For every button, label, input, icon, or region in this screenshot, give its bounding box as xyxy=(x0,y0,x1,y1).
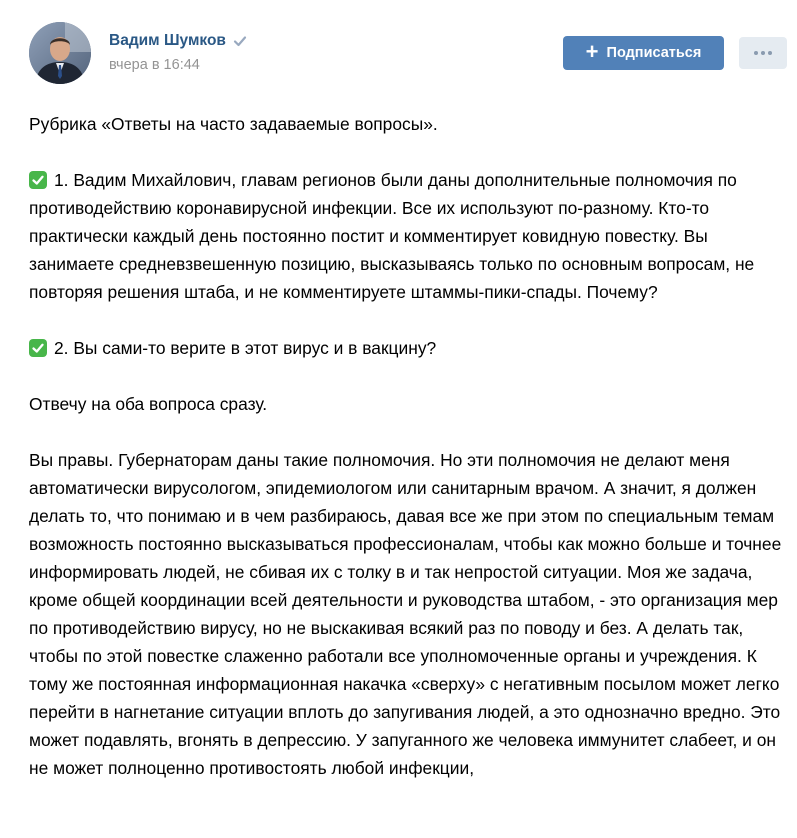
author-name[interactable]: Вадим Шумков xyxy=(109,32,226,49)
paragraph-text: Отвечу на оба вопроса сразу. xyxy=(29,394,268,414)
post-header xyxy=(0,0,797,100)
subscribe-label: Подписаться xyxy=(606,45,702,61)
post-time[interactable]: вчера в 16:44 xyxy=(109,57,200,73)
plus-icon: + xyxy=(585,39,599,64)
avatar-photo xyxy=(29,22,91,84)
check-mark-icon xyxy=(29,171,47,189)
paragraph-text: 2. Вы сами-то верите в этот вирус и в вакцину? xyxy=(54,338,437,358)
post-paragraph xyxy=(29,390,789,418)
check-mark-icon xyxy=(29,339,47,357)
post-paragraph xyxy=(29,446,789,782)
verified-icon xyxy=(233,34,247,48)
paragraph-text: Вы правы. Губернаторам даны такие полномочия. Но эти полномочия не делают меня автоматически вирусологом, эпидемиологом или санитарным врачом. А значит, я должен делать то, что понимаю и в чем разбираюсь, давая все же при этом по специальным темам возможность постоянно высказываться профессионалам, чтобы как можно больше и точнее информировать людей, не сбивая их с толку в и так непростой ситуации. Моя же задача, кроме общей координации всей деятельности и руководства штабом, - это организация мер по противодействию вирусу, но не выскакивая всякий раз по поводу и без. А делать так, чтобы по этой повестке слаженно работали все уполномоченные органы и учреждения. К тому же постоянная информационная накачка «сверху» с негативным посылом может легко перейти в нагнетание ситуации вплоть до запугивания людей, а это однозначно вредно. Это может подавлять, вгонять в депрессию. У запуганного же человека иммунитет слабеет, и он не может полноценно противостоять любой инфекции, xyxy=(29,450,782,778)
post-paragraph xyxy=(29,166,789,306)
more-icon xyxy=(754,51,772,55)
post-text xyxy=(29,110,789,810)
avatar[interactable] xyxy=(29,22,91,84)
more-actions-button[interactable] xyxy=(739,37,787,69)
paragraph-text: Рубрика «Ответы на часто задаваемые вопросы». xyxy=(29,114,438,134)
subscribe-button[interactable] xyxy=(563,36,724,70)
post-paragraph xyxy=(29,110,789,138)
author-line xyxy=(109,31,247,51)
paragraph-text: 1. Вадим Михайлович, главам регионов были даны дополнительные полномочия по противодействию коронавирусной инфекции. Все их используют по-разному. Кто-то практически каждый день постоянно постит и комментирует ковидную повестку. Вы занимаете средневзвешенную позицию, высказываясь только по основным вопросам, не повторяя решения штаба, и не комментируете штаммы-пики-спады. Почему? xyxy=(29,170,755,302)
post-paragraph xyxy=(29,334,789,362)
